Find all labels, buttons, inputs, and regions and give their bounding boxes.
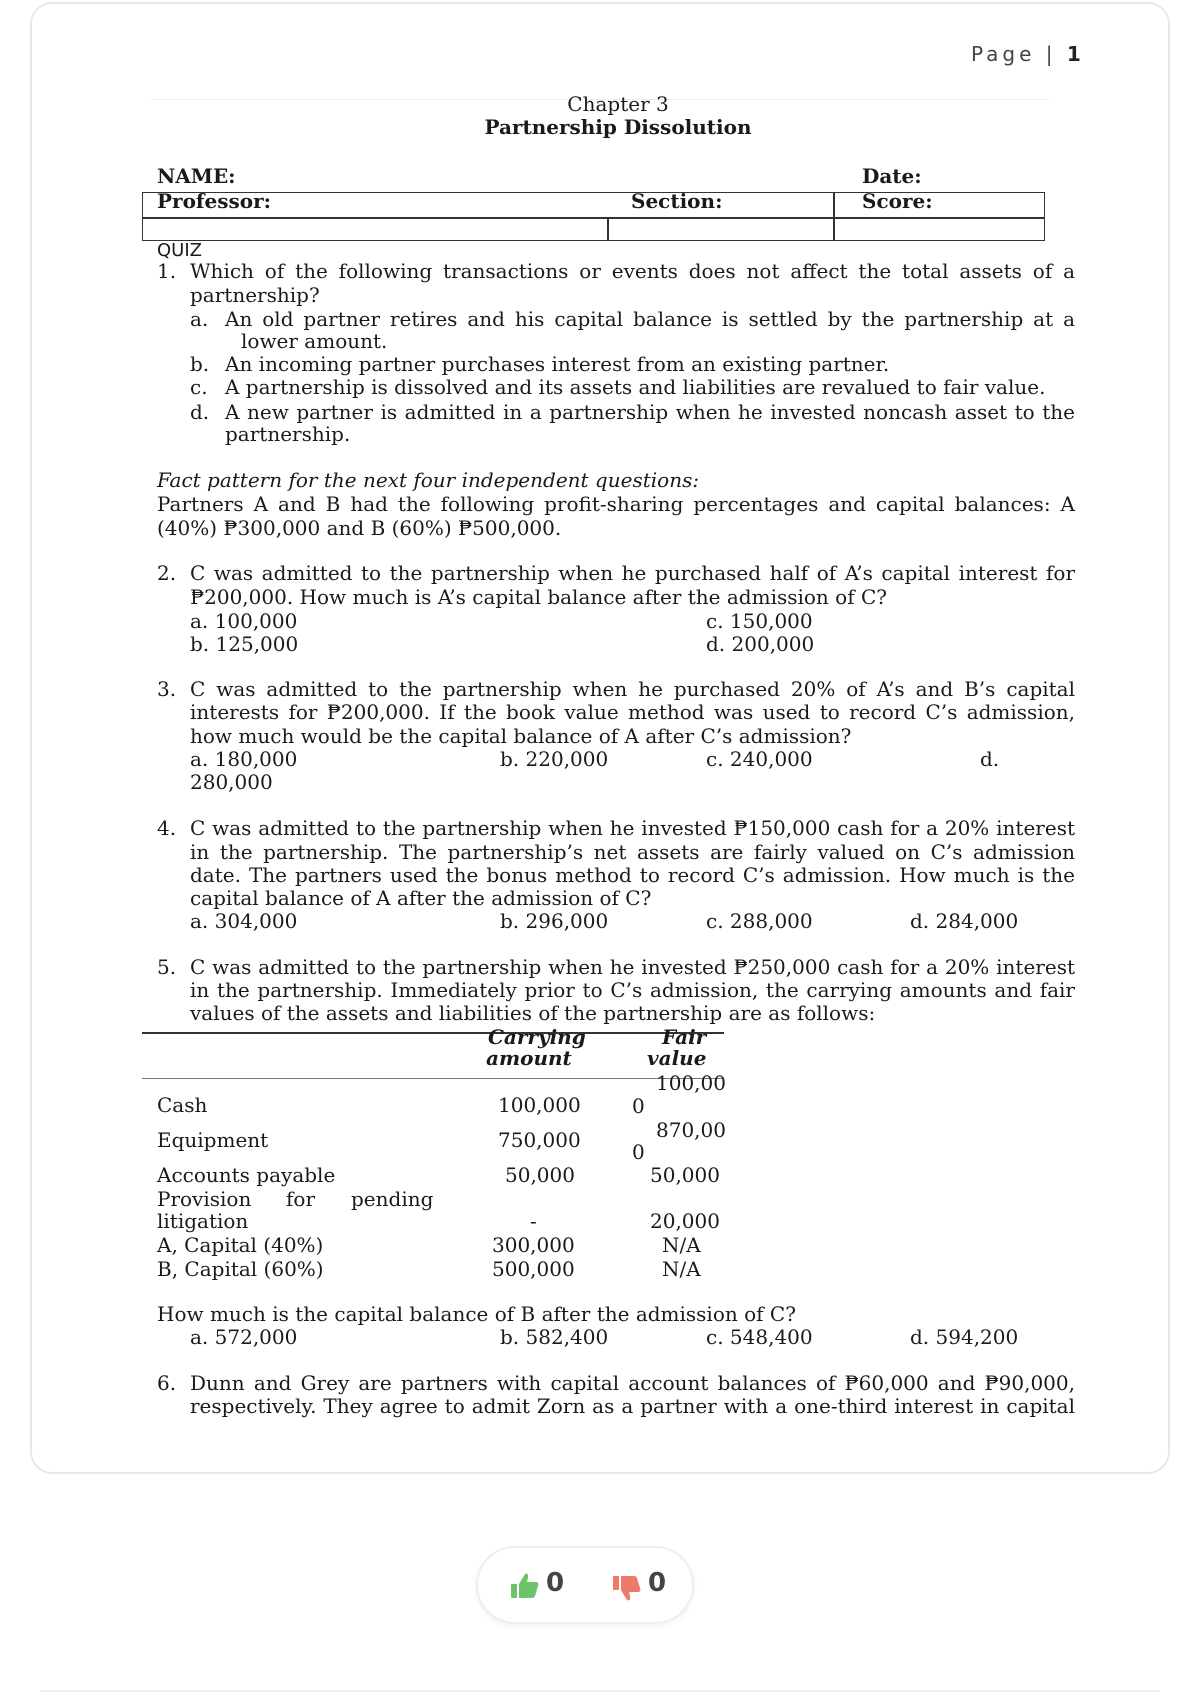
question-text: C was admitted to the partnership when he invested ₱150,000 cash for a 20% interest <box>190 816 1075 840</box>
table-cell: 20,000 <box>650 1209 720 1233</box>
column-header-carrying: Carrying <box>488 1025 586 1049</box>
fact-pattern-heading: Fact pattern for the next four independent questions: <box>157 468 700 492</box>
option-b: b. 582,400 <box>500 1325 609 1349</box>
table-cell: N/A <box>662 1233 701 1257</box>
option-letter: b. <box>190 352 210 376</box>
thumbs-down-icon <box>612 1574 642 1602</box>
question-text: ₱200,000. How much is A’s capital balance after the admission of C? <box>190 585 887 609</box>
fact-pattern-text: (40%) ₱300,000 and B (60%) ₱500,000. <box>157 516 562 540</box>
table-row-label: litigation <box>157 1209 249 1233</box>
option-d: d. 594,200 <box>910 1325 1019 1349</box>
professor-label: Professor: <box>157 189 272 213</box>
option-c: c. 548,400 <box>706 1325 813 1349</box>
table-cell: N/A <box>662 1257 701 1281</box>
option-text: A new partner is admitted in a partnership when he invested noncash asset to the <box>225 400 1075 424</box>
question-number: 5. <box>157 955 177 979</box>
option-d: d. 284,000 <box>910 909 1019 933</box>
question-text: interests for ₱200,000. If the book value method was used to record C’s admission, <box>190 700 1075 724</box>
column-header-carrying: amount <box>486 1046 572 1070</box>
table-row-label: Equipment <box>157 1128 269 1152</box>
quiz-label: QUIZ <box>157 240 202 261</box>
table-cell: 300,000 <box>492 1233 575 1257</box>
thumbs-down-button[interactable] <box>612 1574 642 1602</box>
table-cell: 500,000 <box>492 1257 575 1281</box>
table-header-rule <box>142 1078 724 1079</box>
table-cell: 0 <box>632 1140 645 1164</box>
footer-divider <box>40 1690 1160 1692</box>
option-text: An old partner retires and his capital balance is settled by the partnership at a <box>225 307 1075 331</box>
info-table-col-divider <box>607 217 609 241</box>
table-cell: 0 <box>632 1094 645 1118</box>
table-cell: 100,00 <box>656 1071 726 1095</box>
table-cell: 50,000 <box>650 1163 720 1187</box>
question-text: capital balance of A after the admission of C? <box>190 886 652 910</box>
thumbs-down-count: 0 <box>648 1568 667 1598</box>
column-header-fair: value <box>647 1046 707 1070</box>
table-cell: 750,000 <box>498 1128 581 1152</box>
table-row-label: A, Capital (40%) <box>157 1233 324 1257</box>
option-a: a. 304,000 <box>190 909 298 933</box>
option-d-value: 280,000 <box>190 770 273 794</box>
question-text: respectively. They agree to admit Zorn as a partner with a one-third interest in capital <box>190 1394 1075 1418</box>
chapter-heading: Chapter 3 <box>567 92 669 116</box>
option-c: c. 288,000 <box>706 909 813 933</box>
question-text: how much would be the capital balance of A after C’s admission? <box>190 724 852 748</box>
date-label: Date: <box>862 164 922 188</box>
option-letter: c. <box>190 375 208 399</box>
page-number: Page | 1 <box>971 42 1081 66</box>
option-a: a. 180,000 <box>190 747 298 771</box>
option-a: a. 572,000 <box>190 1325 298 1349</box>
table-row-label: for <box>286 1187 316 1211</box>
thumbs-up-button[interactable] <box>510 1572 540 1600</box>
option-text: A partnership is dissolved and its assets and liabilities are revalued to fair value. <box>225 375 1046 399</box>
table-cell: 100,000 <box>498 1093 581 1117</box>
fact-pattern-text: Partners A and B had the following profit-sharing percentages and capital balances: A <box>157 492 1075 516</box>
option-letter: d. <box>190 400 210 424</box>
table-cell: - <box>530 1209 537 1233</box>
question-text: values of the assets and liabilities of the partnership are as follows: <box>190 1001 876 1025</box>
table-row-label: pending <box>351 1187 434 1211</box>
question-number: 4. <box>157 816 177 840</box>
score-label: Score: <box>862 189 933 213</box>
table-top-rule <box>142 1032 724 1034</box>
table-row-label: Accounts payable <box>157 1163 336 1187</box>
question-text: date. The partners used the bonus method to record C’s admission. How much is the <box>190 863 1075 887</box>
question-number: 6. <box>157 1371 177 1395</box>
option-c: c. 150,000 <box>706 609 813 633</box>
name-label: NAME: <box>157 164 236 188</box>
thumbs-up-count: 0 <box>546 1568 565 1598</box>
option-letter: a. <box>190 307 209 331</box>
info-table-row-divider <box>142 217 1045 219</box>
option-d: d. <box>980 747 1000 771</box>
option-a: a. 100,000 <box>190 609 298 633</box>
question-text: How much is the capital balance of B after the admission of C? <box>157 1302 796 1326</box>
table-row-label: B, Capital (60%) <box>157 1257 324 1281</box>
table-row-label: Provision <box>157 1187 252 1211</box>
question-text: in the partnership. Immediately prior to C’s admission, the carrying amounts and fair <box>190 978 1075 1002</box>
question-text: C was admitted to the partnership when he purchased half of A’s capital interest for <box>190 561 1075 585</box>
section-label: Section: <box>631 189 723 213</box>
question-number: 1. <box>157 259 177 283</box>
option-text: partnership. <box>225 422 351 446</box>
question-text: Which of the following transactions or events does not affect the total assets of a <box>190 259 1075 283</box>
question-text: Dunn and Grey are partners with capital account balances of ₱60,000 and ₱90,000, <box>190 1371 1075 1395</box>
info-table-col-divider <box>833 192 835 241</box>
vote-widget <box>476 1546 694 1624</box>
page-title: Partnership Dissolution <box>484 115 752 139</box>
option-b: b. 125,000 <box>190 632 299 656</box>
option-c: c. 240,000 <box>706 747 813 771</box>
table-cell: 870,00 <box>656 1118 726 1142</box>
option-text: An incoming partner purchases interest from an existing partner. <box>225 352 890 376</box>
thumbs-up-icon <box>510 1572 540 1600</box>
question-number: 3. <box>157 677 177 701</box>
option-text: lower amount. <box>241 329 388 353</box>
table-row-label: Cash <box>157 1093 208 1117</box>
question-text: C was admitted to the partnership when he purchased 20% of A’s and B’s capital <box>190 677 1075 701</box>
question-number: 2. <box>157 561 177 585</box>
option-d: d. 200,000 <box>706 632 815 656</box>
option-b: b. 220,000 <box>500 747 609 771</box>
table-cell: 50,000 <box>505 1163 575 1187</box>
column-header-fair: Fair <box>662 1025 707 1049</box>
option-b: b. 296,000 <box>500 909 609 933</box>
question-text: partnership? <box>190 283 320 307</box>
question-text: C was admitted to the partnership when he invested ₱250,000 cash for a 20% interest <box>190 955 1075 979</box>
question-text: in the partnership. The partnership’s net assets are fairly valued on C’s admission <box>190 840 1075 864</box>
